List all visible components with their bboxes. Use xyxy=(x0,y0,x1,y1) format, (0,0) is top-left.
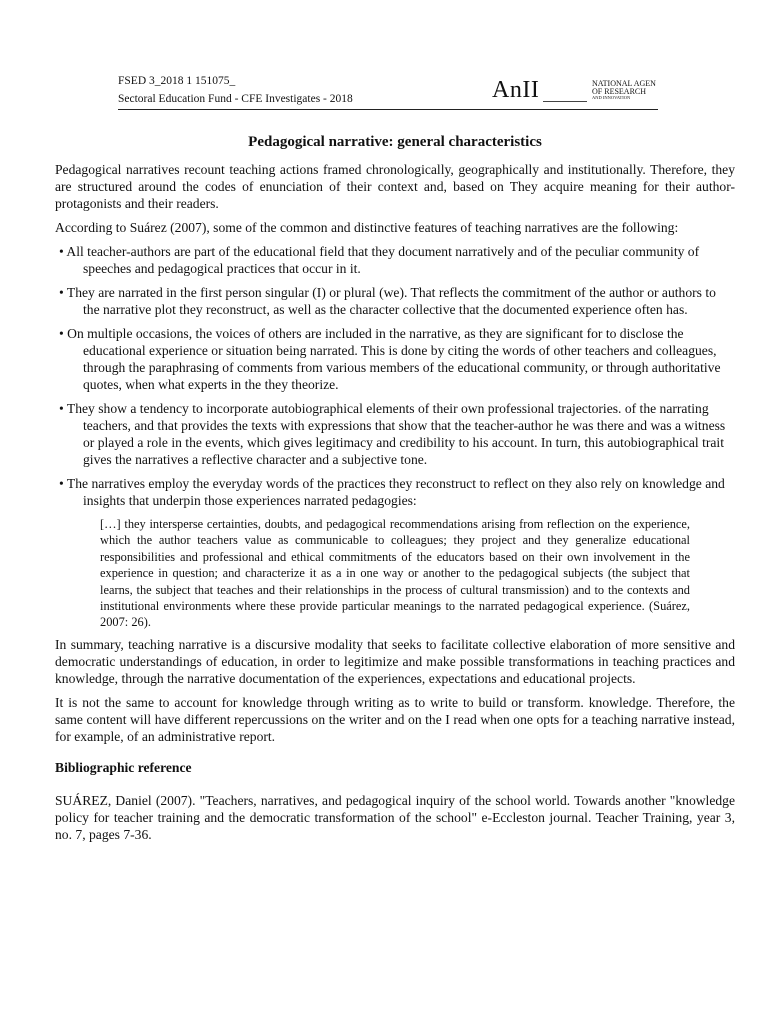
writing-paragraph: It is not the same to account for knowledge through writing as to write to build or transform. knowledge. Therefore, the same content will have different repercussions on the writer and on the I read when one opts for a teaching narrative instead, for example, of an administrative report. xyxy=(55,694,735,744)
fund-name: Sectoral Education Fund - CFE Investigates - 2018 xyxy=(118,93,353,105)
bibliography-reference: SUÁREZ, Daniel (2007). "Teachers, narratives, and pedagogical inquiry of the school world. Towards another "knowledge policy for teacher training and the democratic transformation of the school" e-Eccleston journal. Teacher Training, year 3, no. 7, pages 7-36. xyxy=(55,792,735,842)
bibliography-heading: Bibliographic reference xyxy=(55,759,192,775)
summary-paragraph: In summary, teaching narrative is a discursive modality that seeks to facilitate collective elaboration of more sensitive and democratic understandings of education, in order to legitimize and make possible transformations in teaching practices and knowledge, through the narrative documentation of the experiences, expectations and educational projects. xyxy=(55,636,735,686)
logo-text: AnII xyxy=(492,77,540,103)
list-item: • They show a tendency to incorporate autobiographical elements of their own professional trajectories. of the narrating teachers, and that provides the texts with expressions that show that the teacher-author he was there and was a witness or played a role in the events, which gives legitimacy and credibility to his account. In turn, this autobiographical trait gives the narratives a reflective character and a subjective tone. xyxy=(59,401,726,467)
agency-line-2: OF RESEARCH xyxy=(592,86,647,96)
agency-name xyxy=(592,80,656,101)
features-list xyxy=(55,243,735,509)
list-item: • All teacher-authors are part of the educational field that they document narratively and of the peculiar community of speeches and pedagogical practices that occur in it. xyxy=(59,244,700,276)
header-rule xyxy=(118,109,658,110)
intro-paragraph: Pedagogical narratives recount teaching actions framed chronologically, geographically and institutionally. Therefore, they are structured around the codes of enunciation of their context and, based on They acquire meaning for their author-protagonists and their readers. xyxy=(55,162,735,211)
logo-underline xyxy=(543,83,587,102)
block-quote: […] they intersperse certainties, doubts, and pedagogical recommendations arising from reflection on the experience, which the author teachers value as communicable to colleagues; they project and they generalize educational responsibilities and professional and ethical commitments of the educators based on their own involvement in the experience in question; and characterize it as a in one way or another to the pedagogical subjects (the subject that learns, the subject that teaches and their relationships in the process of cultural transmission) and to the contexts and institutional environments where these provide particular meanings to the narrated pedagogical experience. (Suárez, 2007: 26). xyxy=(100,517,690,630)
project-code: FSED 3_2018 1 151075_ xyxy=(118,75,236,87)
list-item: • They are narrated in the first person singular (I) or plural (we). That reflects the commitment of the author or authors to the narrative plot they reconstruct, as well as the character collective that the documented experience often has. xyxy=(59,285,716,317)
page-title: Pedagogical narrative: general characteristics xyxy=(248,134,542,150)
agency-line-3: AND INNOVATION xyxy=(592,95,631,100)
agency-line-1: NATIONAL AGEN xyxy=(592,79,656,88)
header-left xyxy=(118,72,353,108)
according-paragraph: According to Suárez (2007), some of the common and distinctive features of teaching narratives are the following: xyxy=(55,220,679,235)
anii-logo xyxy=(492,78,587,102)
list-item: • The narratives employ the everyday words of the practices they reconstruct to reflect on they also rely on knowledge and insights that underpin those experiences narrated pedagogies: xyxy=(59,476,725,508)
document-body xyxy=(55,133,735,850)
list-item: • On multiple occasions, the voices of others are included in the narrative, as they are significant for to disclose the educational experience or situation being narrated. This is done by citing the words of other teachers and colleagues, through the paraphrasing of comments from various members of the educational community, or through authoritative quotes, when what experts in the they theorize. xyxy=(59,326,721,392)
